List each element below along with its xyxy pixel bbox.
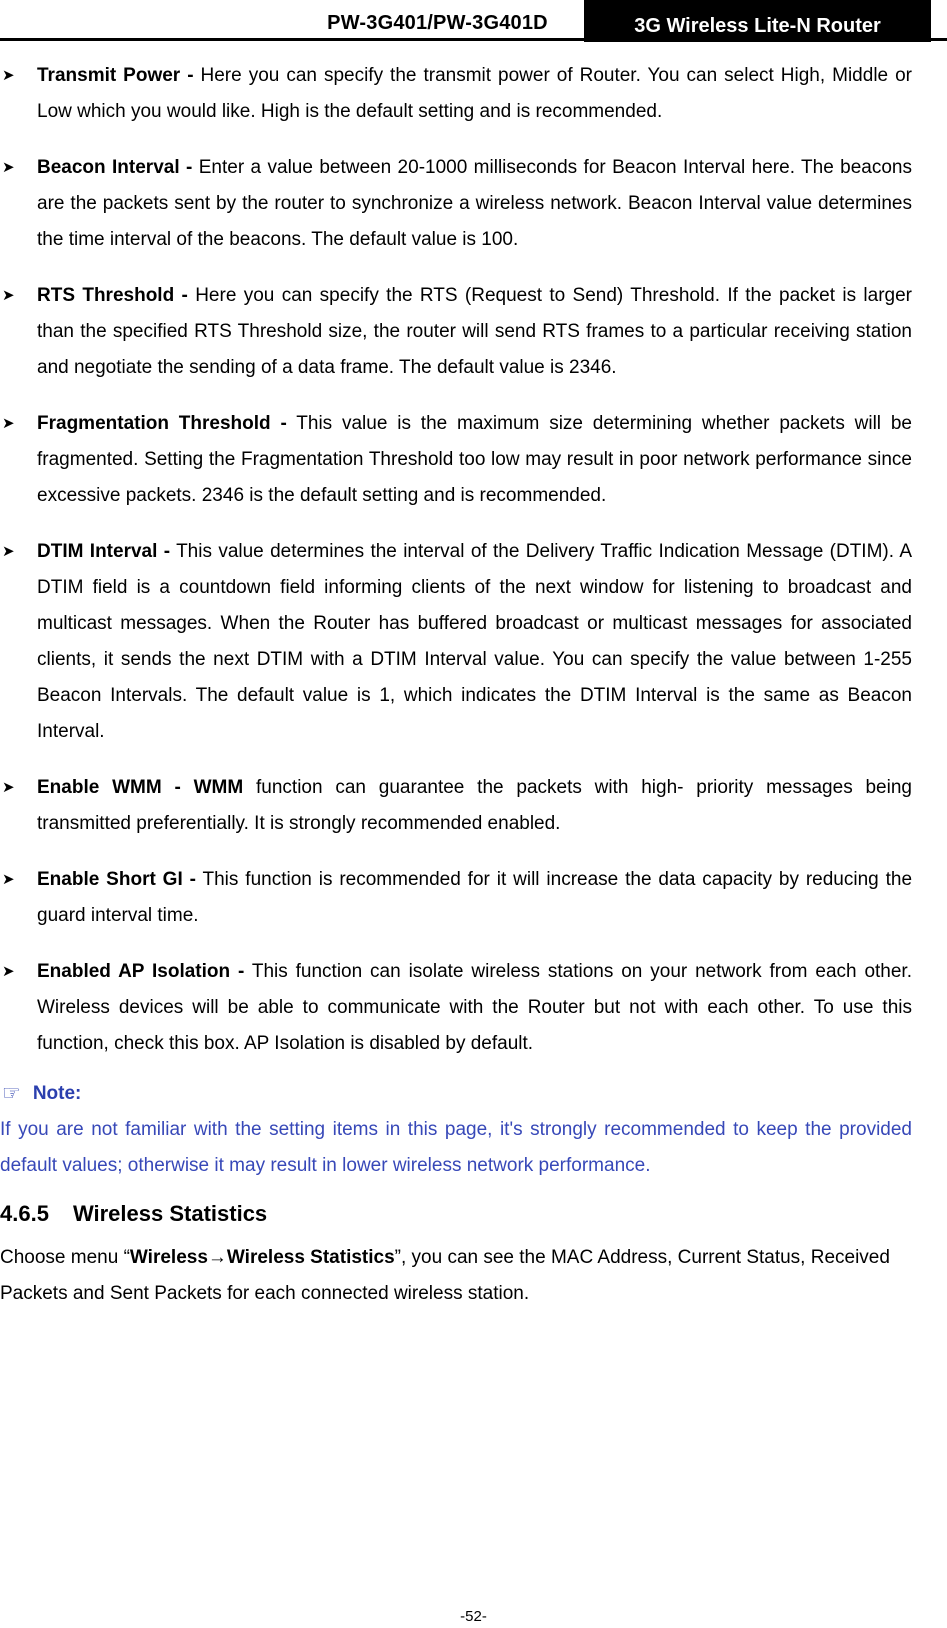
list-item-transmit-power: [0, 58, 912, 130]
item-term: Enabled AP Isolation -: [37, 961, 245, 982]
section-paragraph: [0, 1240, 912, 1312]
item-term: Beacon Interval -: [37, 157, 193, 178]
bullet-arrow-icon: ➤: [2, 159, 15, 176]
item-term: Fragmentation Threshold -: [37, 413, 287, 434]
item-text: Here you can specify the RTS (Request to Send) Threshold. If the packet is larger than the specified RTS Threshold size, the router will send RTS frames to a particular receiving station and negotiate the sending of a data frame. The default value is 2346.: [37, 285, 912, 378]
list-item-ap-isolation: [0, 954, 912, 1062]
bullet-arrow-icon: ➤: [2, 871, 15, 888]
bullet-arrow-icon: ➤: [2, 779, 15, 796]
menu-wireless-statistics: Wireless Statistics: [226, 1247, 395, 1268]
header-rule: [0, 38, 947, 41]
item-term: Enable Short GI -: [37, 869, 196, 890]
document-body: [0, 58, 912, 1312]
menu-wireless: Wireless: [129, 1247, 208, 1268]
item-text: Enter a value between 20-1000 milliseconds for Beacon Interval here. The beacons are the packets sent by the router to synchronize a wireless network. Beacon Interval value determines the time interval of the beacons. The default value is 100.: [37, 157, 912, 250]
list-item-enable-wmm: [0, 770, 912, 842]
header-model: PW-3G401/PW-3G401D: [327, 12, 548, 34]
list-item-rts-threshold: [0, 278, 912, 386]
list-item-dtim-interval: [0, 534, 912, 750]
item-text: Here you can specify the transmit power of Router. You can select High, Middle or Low which you would like. High is the default setting and is recommended.: [37, 65, 912, 122]
list-item-enable-short-gi: [0, 862, 912, 934]
item-text: This value is the maximum size determining whether packets will be fragmented. Setting the Fragmentation Threshold too low may result in poor network performance since excessive packets. 2346 is the default setting and is recommended.: [37, 413, 912, 506]
menu-arrow: →: [207, 1247, 227, 1268]
item-text: This function can isolate wireless stations on your network from each other. Wireless devices will be able to communicate with the Router but not with each other. To use this function, check this box. AP Isolation is disabled by default.: [37, 961, 912, 1054]
paragraph-prefix: Choose menu “: [0, 1247, 130, 1268]
bullet-arrow-icon: ➤: [2, 543, 15, 560]
item-term: Enable WMM - WMM: [37, 777, 244, 798]
item-term: DTIM Interval -: [37, 541, 171, 562]
pointing-hand-icon: ☞: [2, 1082, 21, 1105]
header-product: 3G Wireless Lite-N Router: [584, 0, 931, 42]
bullet-arrow-icon: ➤: [2, 415, 15, 432]
item-text: This function is recommended for it will increase the data capacity by reducing the guard interval time.: [37, 869, 913, 926]
section-title: Wireless Statistics: [72, 1201, 268, 1226]
item-term: Transmit Power -: [37, 65, 194, 86]
page-number: -52-: [460, 1608, 487, 1625]
bullet-arrow-icon: ➤: [2, 287, 15, 304]
bullet-arrow-icon: ➤: [2, 67, 15, 84]
paragraph-suffix: ”, you can see the MAC Address, Current Status, Received Packets and Sent Packets for each connected wireless station.: [0, 1247, 890, 1304]
list-item-fragmentation-threshold: [0, 406, 912, 514]
item-text: This value determines the interval of the Delivery Traffic Indication Message (DTIM). A DTIM field is a countdown field informing clients of the next window for listening to broadcast and multicast messages. When the Router has buffered broadcast or multicast messages for associated clients, it sends the next DTIM with a DTIM Interval value. You can specify the value between 1-255 Beacon Intervals. The default value is 1, which indicates the DTIM Interval is the same as Beacon Interval.: [37, 541, 913, 742]
note-label: Note:: [32, 1083, 82, 1104]
page-header: [0, 0, 947, 42]
note-heading: [0, 1076, 912, 1112]
bullet-arrow-icon: ➤: [2, 963, 15, 980]
section-number: 4.6.5: [0, 1201, 49, 1226]
item-text: function can guarantee the packets with high- priority messages being transmitted preferentially. It is strongly recommended enabled.: [37, 777, 912, 834]
item-term: RTS Threshold -: [37, 285, 188, 306]
section-heading: [0, 1194, 912, 1234]
note-text: If you are not familiar with the setting items in this page, it's strongly recommended to keep the provided default values; otherwise it may result in lower wireless network performance.: [0, 1119, 912, 1176]
list-item-beacon-interval: [0, 150, 912, 258]
